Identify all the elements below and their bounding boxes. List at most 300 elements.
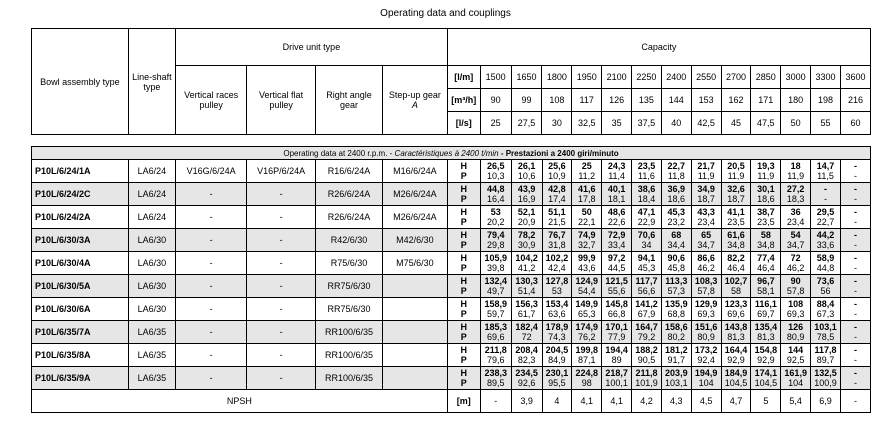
races-pulley-cell: - <box>176 183 247 206</box>
step-up-gear-cell: M26/6/24A <box>382 206 447 229</box>
hp-value-cell <box>602 160 632 183</box>
hp-value-cell <box>511 275 542 298</box>
hp-value-cell <box>480 344 511 367</box>
line-shaft-cell: LA6/24 <box>128 160 175 183</box>
flat-pulley-cell: - <box>247 252 316 275</box>
right-angle-gear-cell: R16/6/24A <box>316 160 383 183</box>
head-value: 173,2 <box>694 345 718 355</box>
head-value: 218,7 <box>605 368 628 378</box>
hp-value-cell <box>602 344 632 367</box>
head-value: 113,3 <box>665 276 688 286</box>
head-value: - <box>853 253 857 263</box>
power-value: 16,9 <box>517 194 536 204</box>
capacity-value: 216 <box>840 89 870 112</box>
hp-value-cell <box>542 206 572 229</box>
power-value: 103,1 <box>665 378 688 388</box>
h-label: H <box>460 345 468 355</box>
races-pulley-cell: - <box>176 229 247 252</box>
races-pulley-cell: V16G/6/24A <box>176 160 247 183</box>
power-value: 17,4 <box>548 194 566 204</box>
hp-value-cell <box>840 206 870 229</box>
hp-value-cell <box>691 367 721 390</box>
hp-value-cell <box>691 229 721 252</box>
power-value: 11,9 <box>697 171 715 181</box>
hp-value-cell <box>840 298 870 321</box>
hp-value-cell <box>781 252 811 275</box>
power-value: 34 <box>641 240 652 250</box>
h-label: H <box>460 276 468 286</box>
model-row <box>32 206 871 229</box>
npsh-value: 4,5 <box>691 390 721 413</box>
power-value: - <box>853 217 857 227</box>
hp-value-cell <box>811 252 841 275</box>
head-value: 151,6 <box>694 322 718 332</box>
hp-value-cell <box>480 275 511 298</box>
head-value: 234,5 <box>515 368 538 378</box>
head-value: 117,8 <box>814 345 837 355</box>
npsh-value: 6,9 <box>811 390 841 413</box>
hp-value-cell <box>751 206 781 229</box>
hp-value-cell <box>751 229 781 252</box>
step-up-gear-header: Step-up gear A <box>382 66 447 135</box>
hp-label-cell <box>447 160 480 183</box>
head-value: 129,9 <box>694 299 718 309</box>
power-value: 80,9 <box>697 332 715 342</box>
head-value: 40,1 <box>607 184 626 194</box>
head-value: 174,1 <box>754 368 778 378</box>
head-value: 135,4 <box>754 322 778 332</box>
head-value: 238,3 <box>484 368 507 378</box>
power-value: 22,7 <box>816 217 835 227</box>
flat-pulley-cell: - <box>247 321 316 344</box>
hp-value-cell <box>632 367 662 390</box>
step-up-gear-cell: M42/6/30 <box>382 229 447 252</box>
head-value: 194,9 <box>694 368 718 378</box>
h-label: H <box>460 230 468 240</box>
capacity-unit-lm: [l/m] <box>447 66 480 89</box>
head-value: 127,8 <box>545 276 569 286</box>
npsh-label: NPSH <box>32 390 448 413</box>
power-value: 58 <box>730 286 741 296</box>
capacity-value: 1950 <box>572 66 602 89</box>
capacity-value: 45 <box>721 112 751 135</box>
capacity-unit-ls: [l/s] <box>447 112 480 135</box>
head-value: 164,7 <box>635 322 658 332</box>
hp-value-cell <box>602 206 632 229</box>
hp-value-cell <box>721 275 751 298</box>
power-value: 57,8 <box>697 286 715 296</box>
power-value: 18,6 <box>667 194 686 204</box>
head-value: 102,2 <box>545 253 569 263</box>
hp-value-cell <box>632 206 662 229</box>
hp-value-cell <box>542 367 572 390</box>
hp-value-cell <box>542 229 572 252</box>
power-value: 18,7 <box>727 194 745 204</box>
npsh-value: - <box>480 390 511 413</box>
head-value: 90 <box>790 276 801 286</box>
flat-pulley-cell: - <box>247 298 316 321</box>
capacity-value: 25 <box>480 112 511 135</box>
head-value: 117,7 <box>635 276 658 286</box>
head-value: 54 <box>790 230 801 240</box>
power-value: - <box>853 263 857 273</box>
right-angle-gear-cell: R26/6/24A <box>316 206 383 229</box>
hp-value-cell <box>602 252 632 275</box>
vertical-flat-pulley-header: Vertical flat pulley <box>247 66 316 135</box>
power-value: 18,7 <box>697 194 715 204</box>
power-value: 10,3 <box>486 171 505 181</box>
npsh-value: 4 <box>542 390 572 413</box>
model-name: P10L/6/35/8A <box>32 344 129 367</box>
hp-value-cell <box>811 344 841 367</box>
head-value: 52,1 <box>517 207 536 217</box>
power-value: 22,9 <box>637 217 656 227</box>
p-label: P <box>460 263 467 273</box>
h-label: H <box>460 322 468 332</box>
hp-value-cell <box>511 252 542 275</box>
head-value: 58 <box>760 230 771 240</box>
hp-value-cell <box>781 298 811 321</box>
power-value: 46,2 <box>786 263 805 273</box>
hp-value-cell <box>542 252 572 275</box>
p-label: P <box>460 286 467 296</box>
races-pulley-cell: - <box>176 252 247 275</box>
capacity-header-table <box>31 28 871 135</box>
hp-value-cell <box>721 183 751 206</box>
head-value: 149,9 <box>575 299 599 309</box>
capacity-value: 2250 <box>632 66 662 89</box>
right-angle-gear-cell: R75/6/30 <box>316 252 383 275</box>
flat-pulley-cell: - <box>247 229 316 252</box>
hp-value-cell <box>661 160 691 183</box>
head-value: 126 <box>788 322 804 332</box>
operating-data-band: Operating data at 2400 r.p.m. - Caractéristiques à 2400 t/min - Prestazioni a 2400 giri/minuto <box>32 147 871 160</box>
power-value: 80,2 <box>667 332 686 342</box>
power-value: 20,2 <box>486 217 505 227</box>
head-value: 182,4 <box>515 322 538 332</box>
head-value: 144 <box>788 345 804 355</box>
power-value: 66,8 <box>607 309 626 319</box>
hp-value-cell <box>511 183 542 206</box>
races-pulley-cell: - <box>176 321 247 344</box>
capacity-value: 2100 <box>602 66 632 89</box>
h-label: H <box>460 161 468 171</box>
races-pulley-cell: - <box>176 206 247 229</box>
hp-value-cell <box>691 275 721 298</box>
head-value: 18 <box>790 161 801 171</box>
head-value: 68 <box>671 230 682 240</box>
head-value: 50 <box>581 207 592 217</box>
power-value: 63,6 <box>548 309 566 319</box>
capacity-value: 3300 <box>811 66 841 89</box>
head-value: 132,4 <box>484 276 507 286</box>
hp-value-cell <box>480 321 511 344</box>
hp-value-cell <box>632 344 662 367</box>
head-value: 208,4 <box>515 345 538 355</box>
head-value: 153,4 <box>545 299 569 309</box>
hp-value-cell <box>811 275 841 298</box>
power-value: 81,3 <box>727 332 745 342</box>
power-value: 10,6 <box>517 171 536 181</box>
head-value: - <box>853 299 857 309</box>
head-value: 97,2 <box>607 253 626 263</box>
right-angle-gear-cell: RR100/6/35 <box>316 321 383 344</box>
head-value: 77,4 <box>757 253 775 263</box>
head-value: 124,9 <box>575 276 599 286</box>
power-value: 69,7 <box>757 309 775 319</box>
head-value: 36 <box>790 207 801 217</box>
head-value: 48,6 <box>607 207 626 217</box>
model-row <box>32 275 871 298</box>
hp-value-cell <box>480 298 511 321</box>
model-name: P10L/6/35/9A <box>32 367 129 390</box>
head-value: - <box>824 184 828 194</box>
head-value: - <box>853 345 857 355</box>
hp-label-cell <box>447 298 480 321</box>
capacity-value: 99 <box>511 89 542 112</box>
hp-label-cell <box>447 367 480 390</box>
head-value: - <box>853 230 857 240</box>
model-row <box>32 229 871 252</box>
races-pulley-cell: - <box>176 298 247 321</box>
power-value: 29,8 <box>486 240 505 250</box>
power-value: 46,2 <box>697 263 715 273</box>
power-value: 101,9 <box>635 378 658 388</box>
head-value: 164,4 <box>724 345 748 355</box>
power-value: 69,3 <box>786 309 805 319</box>
power-value: 23,5 <box>727 217 745 227</box>
hp-value-cell <box>661 183 691 206</box>
head-value: 22,7 <box>667 161 686 171</box>
head-value: 185,3 <box>484 322 507 332</box>
right-angle-gear-cell: RR100/6/35 <box>316 367 383 390</box>
capacity-value: 153 <box>691 89 721 112</box>
hp-value-cell <box>840 229 870 252</box>
power-value: - <box>853 309 857 319</box>
power-value: 11,9 <box>757 171 775 181</box>
right-angle-gear-header: Right angle gear <box>316 66 383 135</box>
hp-value-cell <box>542 183 572 206</box>
right-angle-gear-cell: R26/6/24A <box>316 183 383 206</box>
power-value: 22,6 <box>607 217 626 227</box>
step-up-gear-cell: M26/6/24A <box>382 183 447 206</box>
hp-label-cell <box>447 229 480 252</box>
hp-value-cell <box>781 275 811 298</box>
power-value: 39,8 <box>486 263 505 273</box>
line-shaft-cell: LA6/35 <box>128 344 175 367</box>
flat-pulley-cell: - <box>247 206 316 229</box>
power-value: 18,4 <box>637 194 656 204</box>
head-value: - <box>853 207 857 217</box>
power-value: 18,3 <box>786 194 805 204</box>
hp-value-cell <box>721 321 751 344</box>
power-value: - <box>853 378 857 388</box>
model-row <box>32 367 871 390</box>
power-value: 45,3 <box>637 263 656 273</box>
power-value: 92,4 <box>697 355 715 365</box>
hp-value-cell <box>840 183 870 206</box>
power-value: 84,9 <box>548 355 566 365</box>
power-value: 49,7 <box>486 286 505 296</box>
head-value: 99,9 <box>578 253 596 263</box>
hp-value-cell <box>632 321 662 344</box>
power-value: 100,9 <box>814 378 837 388</box>
hp-value-cell <box>781 206 811 229</box>
power-value: 11,9 <box>787 171 805 181</box>
hp-value-cell <box>751 183 781 206</box>
capacity-value: 50 <box>781 112 811 135</box>
capacity-value: 171 <box>751 89 781 112</box>
drive-unit-type-header: Drive unit type <box>176 29 448 66</box>
capacity-value: 1500 <box>480 66 511 89</box>
power-value: 95,5 <box>548 378 566 388</box>
head-value: 135,9 <box>665 299 688 309</box>
head-value: 61,6 <box>727 230 745 240</box>
power-value: 11,4 <box>608 171 626 181</box>
hp-value-cell <box>751 252 781 275</box>
flat-pulley-cell: - <box>247 344 316 367</box>
p-label: P <box>460 309 467 319</box>
head-value: 199,8 <box>575 345 599 355</box>
model-row <box>32 183 871 206</box>
power-value: 51,4 <box>517 286 536 296</box>
power-value: 57,3 <box>667 286 686 296</box>
power-value: 34,8 <box>757 240 775 250</box>
head-value: 14,7 <box>816 161 835 171</box>
hp-value-cell <box>781 183 811 206</box>
power-value: 78,5 <box>816 332 835 342</box>
model-name: P10L/6/30/5A <box>32 275 129 298</box>
right-angle-gear-cell: R42/6/30 <box>316 229 383 252</box>
power-value: 16,4 <box>486 194 505 204</box>
power-value: 30,9 <box>517 240 536 250</box>
capacity-value: 55 <box>811 112 841 135</box>
races-pulley-cell: - <box>176 275 247 298</box>
line-shaft-cell: LA6/30 <box>128 298 175 321</box>
hp-label-cell <box>447 344 480 367</box>
hp-value-cell <box>811 160 841 183</box>
hp-value-cell <box>691 344 721 367</box>
head-value: 41,1 <box>727 207 745 217</box>
head-value: 94,1 <box>637 253 656 263</box>
head-value: 143,8 <box>724 322 748 332</box>
power-value: 89,5 <box>486 378 505 388</box>
head-value: 72,9 <box>607 230 626 240</box>
capacity-value: 3600 <box>840 66 870 89</box>
head-value: 53 <box>490 207 501 217</box>
hp-value-cell <box>691 206 721 229</box>
model-row <box>32 298 871 321</box>
hp-value-cell <box>572 275 602 298</box>
head-value: 44,8 <box>486 184 505 194</box>
power-value: 23,5 <box>757 217 775 227</box>
hp-value-cell <box>751 275 781 298</box>
hp-value-cell <box>721 344 751 367</box>
p-label: P <box>460 378 467 388</box>
power-value: 69,3 <box>697 309 715 319</box>
hp-value-cell <box>661 275 691 298</box>
power-value: 104,5 <box>724 378 748 388</box>
hp-value-cell <box>511 160 542 183</box>
power-value: 82,3 <box>517 355 536 365</box>
npsh-value: 4,2 <box>632 390 662 413</box>
power-value: 61,7 <box>517 309 536 319</box>
capacity-header: Capacity <box>447 29 870 66</box>
head-value: 38,6 <box>637 184 656 194</box>
power-value: 79,2 <box>637 332 656 342</box>
hp-value-cell <box>572 344 602 367</box>
npsh-value: 5 <box>751 390 781 413</box>
capacity-value: 90 <box>480 89 511 112</box>
capacity-value: 144 <box>661 89 691 112</box>
head-value: - <box>853 322 857 332</box>
model-name: P10L/6/24/2A <box>32 206 129 229</box>
hp-value-cell <box>572 206 602 229</box>
power-value: 80,9 <box>786 332 805 342</box>
npsh-value: 4,1 <box>602 390 632 413</box>
power-value: 89,7 <box>816 355 835 365</box>
head-value: 30,1 <box>757 184 775 194</box>
power-value: - <box>853 355 857 365</box>
power-value: 34,8 <box>727 240 745 250</box>
head-value: 158,9 <box>484 299 507 309</box>
hp-value-cell <box>572 321 602 344</box>
line-shaft-cell: LA6/30 <box>128 275 175 298</box>
power-value: 104 <box>788 378 804 388</box>
power-value: 100,1 <box>605 378 628 388</box>
capacity-value: 3000 <box>781 66 811 89</box>
p-label: P <box>460 355 467 365</box>
head-value: 211,8 <box>484 345 507 355</box>
head-value: 51,1 <box>548 207 566 217</box>
power-value: 98 <box>581 378 592 388</box>
power-value: 56 <box>820 286 831 296</box>
power-value: 79,6 <box>486 355 505 365</box>
head-value: 19,3 <box>757 161 775 171</box>
p-label: P <box>460 194 467 204</box>
power-value: - <box>853 194 857 204</box>
power-value: 76,2 <box>578 332 596 342</box>
hp-value-cell <box>691 183 721 206</box>
hp-value-cell <box>811 229 841 252</box>
capacity-value: 1800 <box>542 66 572 89</box>
power-value: 11,6 <box>638 171 655 181</box>
p-label: P <box>460 217 467 227</box>
line-shaft-cell: LA6/35 <box>128 367 175 390</box>
power-value: 65,3 <box>578 309 596 319</box>
power-value: 57,8 <box>786 286 805 296</box>
head-value: 25 <box>581 161 592 171</box>
flat-pulley-cell: - <box>247 367 316 390</box>
races-pulley-cell: - <box>176 344 247 367</box>
power-value: 92,6 <box>517 378 536 388</box>
power-value: 33,4 <box>607 240 626 250</box>
model-name: P10L/6/30/4A <box>32 252 129 275</box>
power-value: 44,5 <box>607 263 626 273</box>
capacity-value: 135 <box>632 89 662 112</box>
head-value: 47,1 <box>637 207 656 217</box>
head-value: 26,5 <box>486 161 505 171</box>
hp-value-cell <box>661 206 691 229</box>
power-value: 20,9 <box>517 217 536 227</box>
head-value: 211,8 <box>635 368 658 378</box>
power-value: 69,6 <box>486 332 505 342</box>
head-value: 102,7 <box>724 276 748 286</box>
power-value: 23,4 <box>786 217 805 227</box>
head-value: 86,6 <box>697 253 715 263</box>
head-value: 103,1 <box>814 322 837 332</box>
npsh-value: 4,3 <box>661 390 691 413</box>
